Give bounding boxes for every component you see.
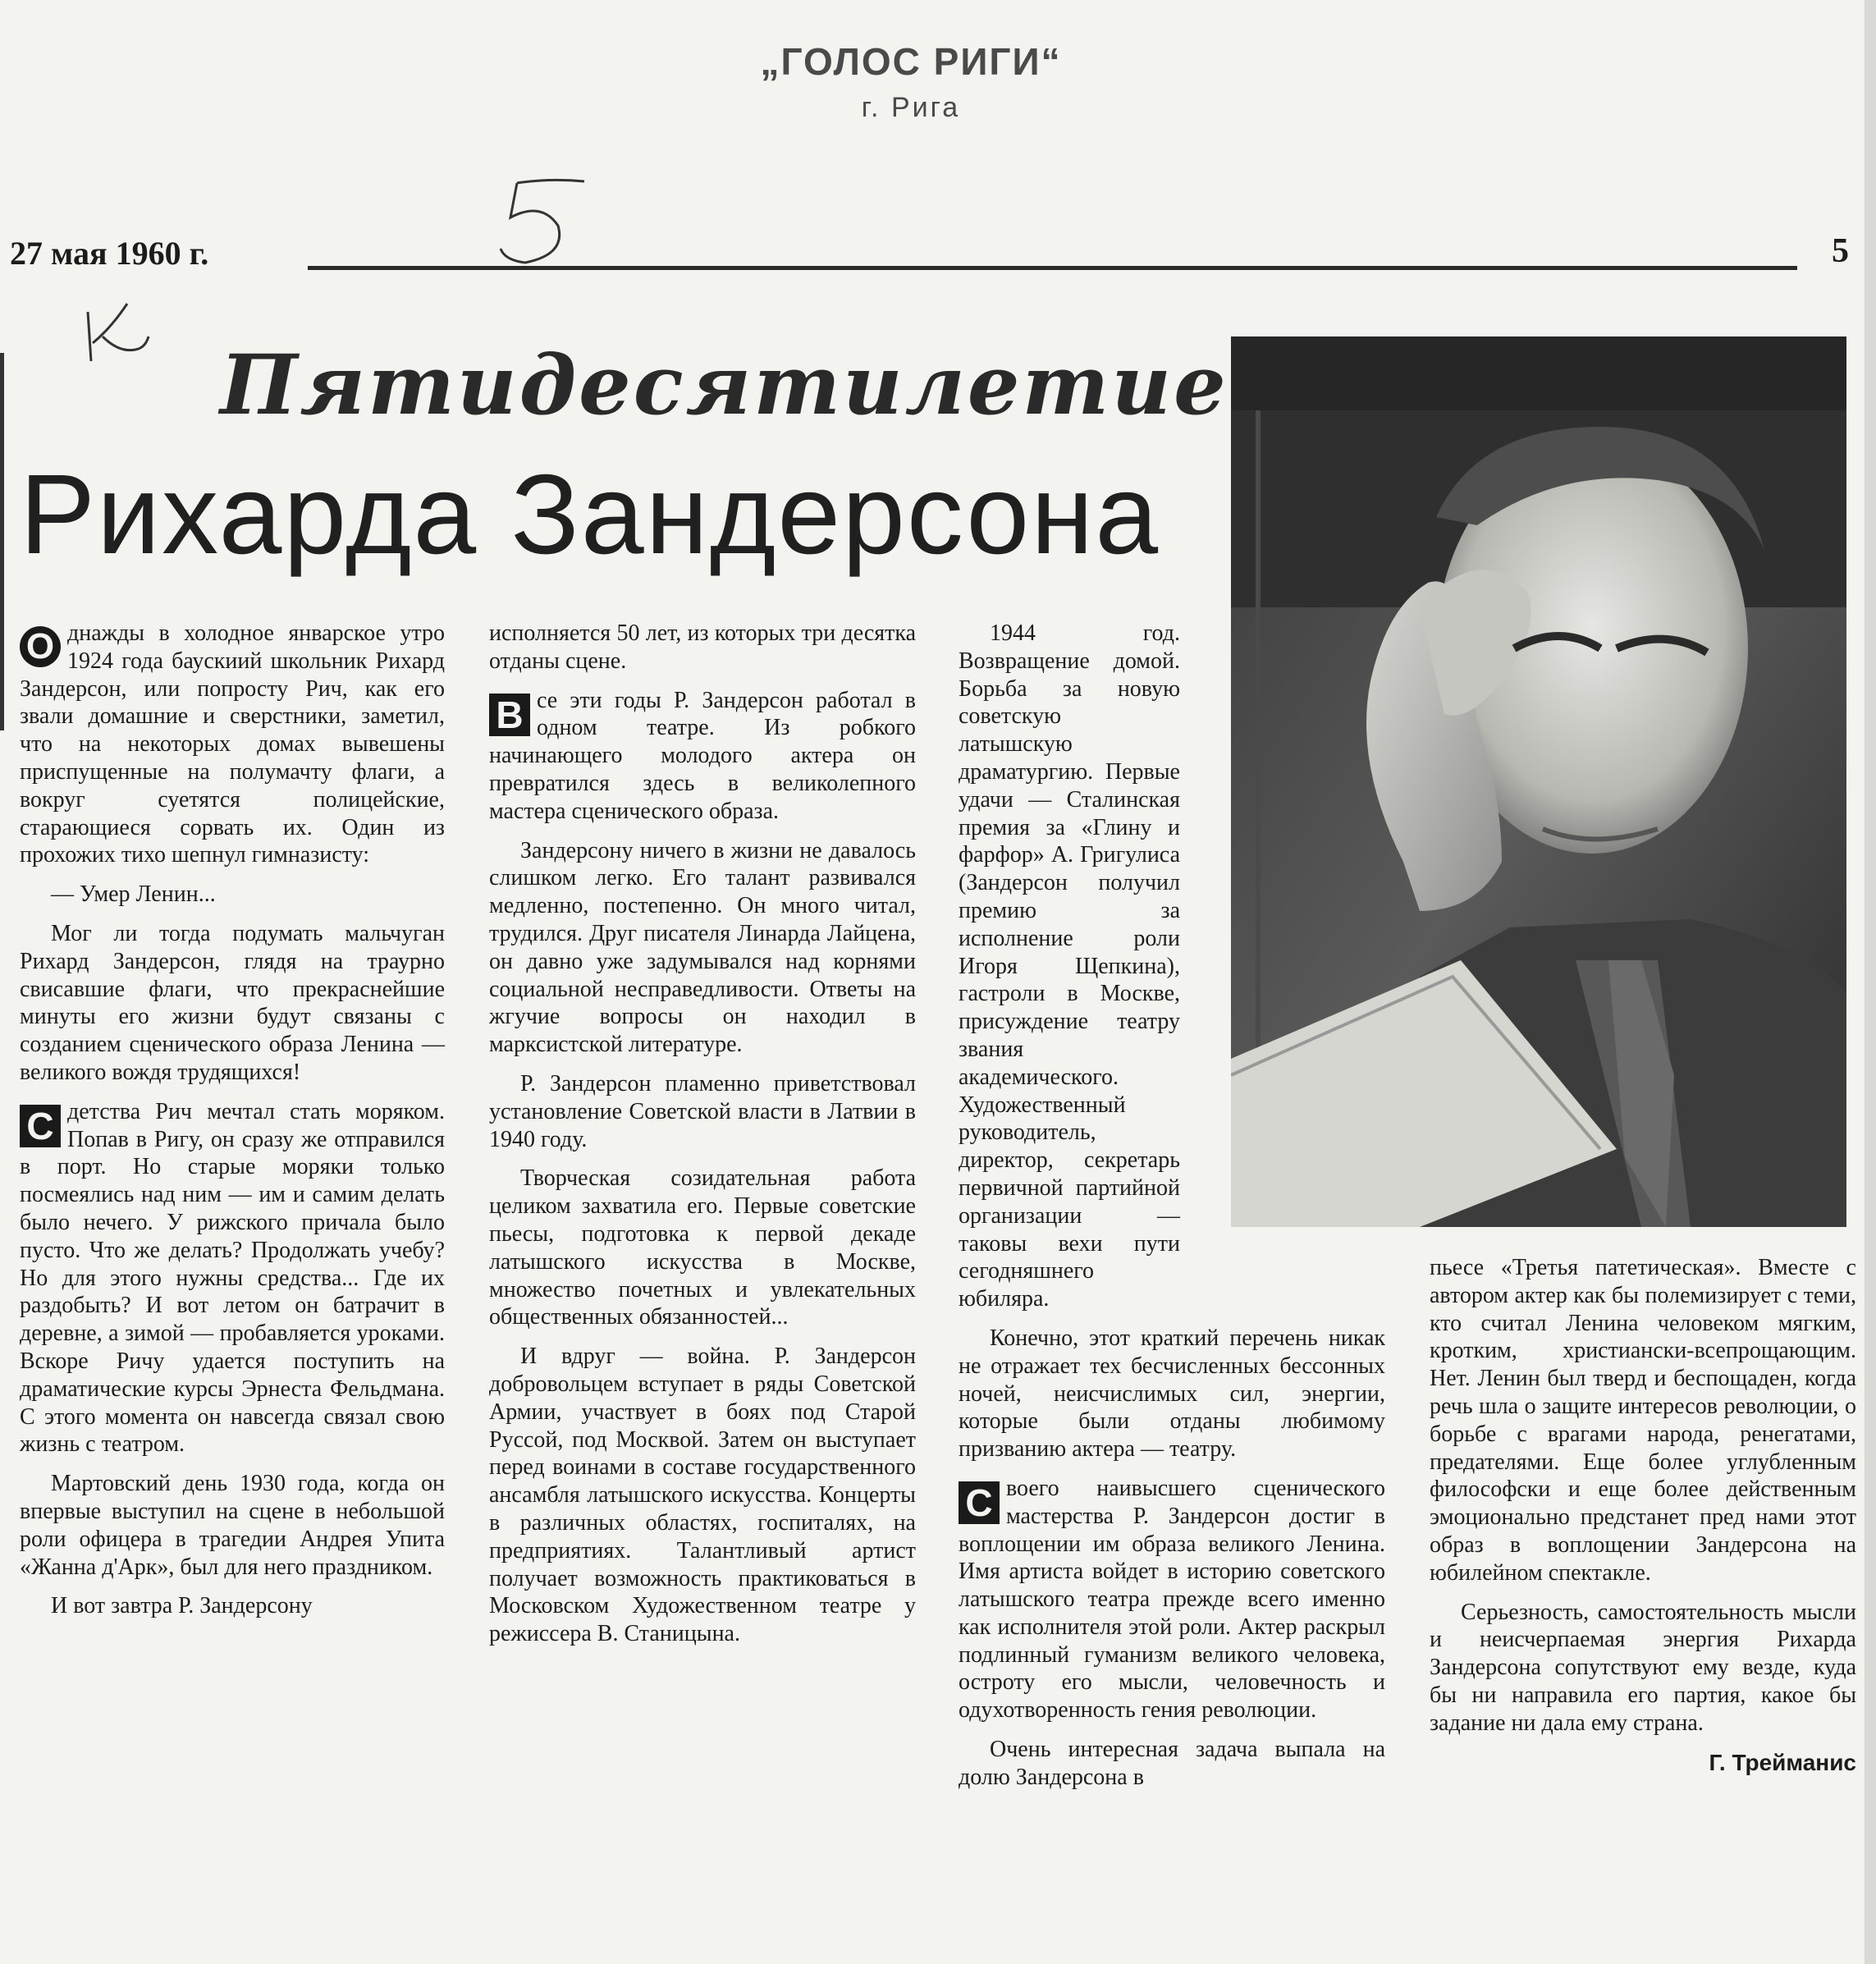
page-number: 5 <box>1832 232 1849 270</box>
issue-date: 27 мая 1960 г. <box>10 235 209 272</box>
article-column-4 <box>1430 1254 1856 1788</box>
paragraph: Зандерсону ничего в жизни не давалось слишком легко. Его талант развивался медленно, постепенно. Он много читал, трудился. Друг писателя Линарда Лайцена, он давно уже задумывался над корнями социальной несправедливости. Ответы на жгучие вопросы он находил в марксистской литературе. <box>489 837 916 1058</box>
paragraph: 1944 год. Возвращение домой. Борьба за новую советскую латышскую драматургию. Первые удачи — Сталинская премия за «Глину и фарфор» А. Григулиса (Зандерсон получил премию за исполнение роли Игоря Щепкина), гастроли в Москве, присуждение театру звания академического. Художественный руководитель, директор, секретарь первичной партийной организации — таковы вехи пути сегодняшнего юбиляра. <box>959 620 1180 1312</box>
paragraph: Мог ли тогда подумать мальчуган Рихард Зандерсон, глядя на траурно свисавшие флаги, что прекраснейшие минуты его жизни будут связаны с созданием сценического образа Ленина — великого вождя трудящихся! <box>20 920 445 1085</box>
handwritten-check-icon <box>78 295 152 369</box>
paragraph <box>1430 1749 1856 1778</box>
paragraph: Мартовский день 1930 года, когда он впервые выступил на сцене в небольшой роли офицера в трагедии Андрея Упита «Жанна д'Арк», был для него праздником. <box>20 1471 445 1580</box>
header-rule <box>308 266 1797 270</box>
article-column-3 <box>959 620 1385 1803</box>
paragraph: С детства Рич мечтал стать моряком. Попав в Ригу, он сразу же отправился в порт. Но старые моряки только посмеялись над ним — им и самим делать было нечего. У рижского причала было пусто. Что же делать? Продолжать учебу? Но для этого нужны средства... Где их раздобыть? И вот летом он батрачит в деревне, а зимой — пробавляется уроками. Вскоре Ричу удается поступить на драматические курсы Эрнеста Фельдмана. С этого момента он навсегда связал свою жизнь с театром. <box>20 1098 445 1458</box>
left-margin-bar <box>0 353 4 730</box>
paragraph: Творческая созидательная работа целиком захватила его. Первые советские пьесы, подготовка к первой декаде латышского искусства в Москве, множество почетных и увлекательных общественных обязанностей... <box>489 1165 916 1330</box>
paragraph: пьесе «Третья патетическая». Вместе с автором актер как бы полемизирует с теми, кто считал Ленина человеком мягким, кротким, христиански-всепрощающим. Нет. Ленин был тверд и беспощаден, когда речь шла о защите интересов революции, о борьбе с врагами народа, ренегатами, предателями. Еще более углубленным философски и еще более действенным эмоционально предстанет пред нами этот образ в воплощении Зандерсона на юбилейном спектакле. <box>1430 1255 1856 1586</box>
paragraph: И вдруг — война. Р. Зандерсон добровольцем вступает в ряды Советской Армии, участвует в боях под Старой Руссой, под Москвой. Затем он выступает перед воинами в составе государственного ансамбля латышского искусства. Концерты в различных областях, госпиталях, на предприятиях. Талантливый артист получает возможность практиковаться в Московском Художественном театре у режиссера В. Станицына. <box>489 1344 916 1647</box>
author-signature: Г. Трейманис <box>1709 1749 1856 1775</box>
stamp-city: г. Рига <box>861 92 961 123</box>
paragraph: исполняется 50 лет, из которых три десятка отданы сцене. <box>489 620 916 674</box>
stamp-publication-name: „ГОЛОС РИГИ“ <box>760 40 1062 83</box>
paragraph: И вот завтра Р. Зандерсону <box>51 1593 313 1619</box>
paragraph: О днажды в холодное январское утро 1924 года баускиий школьник Рихард Зандерсон, или попросту Рич, как его звали домашние и сверстники, заметил, что на некоторых домах вывешены приспущенные на полумачту флаги, а вокруг суетятся полицейские, старающиеся сорвать их. Один из прохожих тихо шепнул гимназисту: <box>20 620 445 868</box>
paragraph: — Умер Ленин... <box>51 881 216 908</box>
paragraph: Серьезность, самостоятельность мысли и неисчерпаемая энергия Рихарда Зандерсона сопутствуют ему везде, куда бы ни направила его партия, какое бы задание ни дала ему страна. <box>1430 1599 1856 1736</box>
drop-cap: В <box>489 694 530 736</box>
paragraph: В се эти годы Р. Зандерсон работал в одном театре. Из робкого начинающего молодого актера он превратился здесь в великолепного мастера сценического образа. <box>489 687 916 824</box>
drop-cap: О <box>20 626 61 667</box>
paragraph: Конечно, этот краткий перечень никак не отражает тех бесчисленных бессонных ночей, неисчислимых сил, энергии, которые были отданы любимому призванию актера — театру. <box>959 1325 1385 1463</box>
paragraph: С воего наивысшего сценического мастерства Р. Зандерсон достиг в воплощении им образа великого Ленина. Имя артиста войдет в историю советского латышского театра прежде всего именно как исполнителя этой роли. Актер раскрыл подлинный гуманизм великого человека, остроту его мысли, человечность и одухотворенность гения революции. <box>959 1475 1385 1724</box>
paragraph: Очень интересная задача выпала на долю Зандерсона в <box>959 1737 1385 1790</box>
drop-cap: С <box>20 1105 61 1147</box>
article-column-1 <box>20 620 445 1632</box>
article-kicker: Пятидесятилетие <box>220 336 1229 433</box>
article-headline: Рихарда Зандерсона <box>20 451 1160 578</box>
publication-stamp <box>739 39 1083 124</box>
drop-cap: С <box>959 1481 1000 1524</box>
paragraph: Р. Зандерсон пламенно приветствовал установление Советской власти в Латвии в 1940 году. <box>489 1070 916 1152</box>
article-column-2 <box>489 620 916 1660</box>
handwritten-mark-icon <box>492 176 591 267</box>
